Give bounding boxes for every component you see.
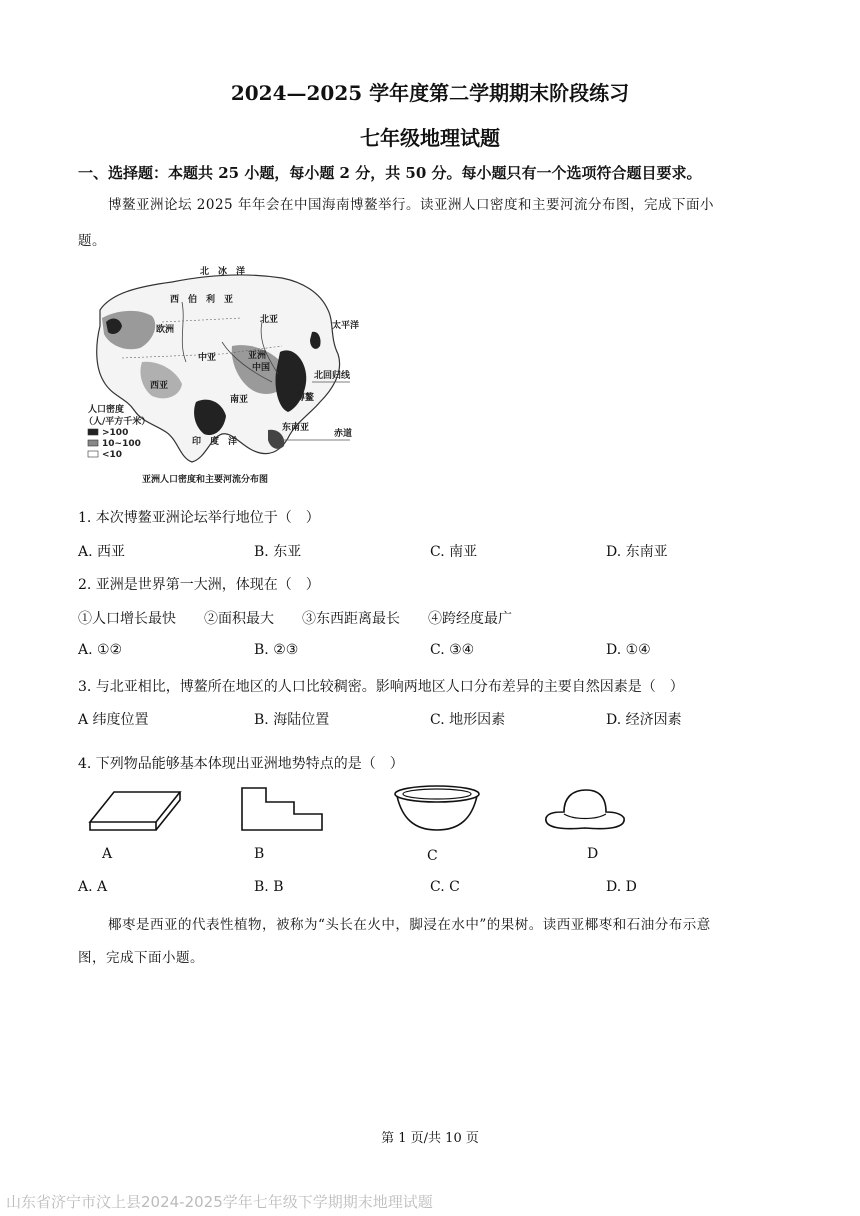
section-heading: 一、选择题：本题共 25 小题，每小题 2 分，共 50 分。每小题只有一个选项符合题目要求。 xyxy=(78,164,702,182)
map-label-west-asia: 西亚 xyxy=(150,381,169,391)
q4-figure-a-slab xyxy=(86,784,186,840)
map-label-asia: 亚洲 xyxy=(248,351,267,361)
q4-figure-label-b: B xyxy=(254,846,265,862)
map-label-europe: 欧洲 xyxy=(156,325,175,335)
q2-option-c[interactable]: C. ③④ xyxy=(430,642,475,658)
map-label-china: 中国 xyxy=(252,363,271,373)
watermark-text: 山东省济宁市汶上县2024-2025学年七年级下学期期末地理试题 xyxy=(6,1193,433,1211)
intro2-paragraph-line1: 椰枣是西亚的代表性植物，被称为“头长在火中，脚浸在水中”的果树。读西亚椰枣和石油分布示意 xyxy=(108,917,711,933)
map-label-pacific: 太平洋 xyxy=(332,321,360,331)
map-caption: 亚洲人口密度和主要河流分布图 xyxy=(142,475,269,485)
legend-swatch-low xyxy=(88,451,98,457)
legend-title: 人口密度 xyxy=(88,405,125,415)
q4-option-d[interactable]: D. D xyxy=(606,879,637,895)
q2-option-b[interactable]: B. ②③ xyxy=(254,642,299,658)
map-graphic xyxy=(82,262,360,490)
question-2-stem: 2. 亚洲是世界第一大洲，体现在（ ） xyxy=(78,577,320,593)
legend-unit: （人/平方千米） xyxy=(84,417,151,427)
map-label-arctic: 北 冰 洋 xyxy=(200,267,246,277)
map-label-equator: 赤道 xyxy=(334,429,353,439)
map-label-west-siberia: 西 伯 利 亚 xyxy=(170,295,234,305)
q4-figure-d-hat xyxy=(540,784,630,838)
q4-figure-label-d: D xyxy=(587,846,599,862)
map-label-indian-ocean: 印 度 洋 xyxy=(192,437,238,447)
q3-option-c[interactable]: C. 地形因素 xyxy=(430,712,506,728)
asia-population-map xyxy=(82,262,360,490)
page-title: 2024—2025 学年度第二学期期末阶段练习 xyxy=(230,81,630,105)
q3-option-a[interactable]: A 纬度位置 xyxy=(78,712,149,728)
map-label-tropic: 北回归线 xyxy=(314,371,351,381)
legend-item-medium: 10~100 xyxy=(102,439,141,449)
q1-option-b[interactable]: B. 东亚 xyxy=(254,544,302,560)
intro-paragraph-line2: 题。 xyxy=(78,233,106,249)
q4-option-a[interactable]: A. A xyxy=(78,879,108,895)
q4-figure-label-a: A xyxy=(102,846,113,862)
q4-figure-b-steps xyxy=(238,784,328,840)
legend-item-high: >100 xyxy=(102,428,129,438)
page-number: 第 1 页/共 10 页 xyxy=(381,1131,479,1146)
q2-option-a[interactable]: A. ①② xyxy=(78,642,123,658)
map-label-boao: 博鳌 xyxy=(296,393,315,403)
legend-swatch-medium xyxy=(88,440,98,446)
q4-option-b[interactable]: B. B xyxy=(254,879,284,895)
question-1-stem: 1. 本次博鳌亚洲论坛举行地位于（ ） xyxy=(78,510,320,526)
legend-item-low: <10 xyxy=(102,450,123,460)
q1-option-d[interactable]: D. 东南亚 xyxy=(606,544,668,560)
question-2-items: ①人口增长最快 ②面积最大 ③东西距离最长 ④跨经度最广 xyxy=(78,611,512,627)
legend-swatch-high xyxy=(88,429,98,435)
map-label-south-asia: 南亚 xyxy=(230,395,249,405)
map-label-southeast-asia: 东南亚 xyxy=(282,423,310,433)
map-label-central-asia: 中亚 xyxy=(198,353,217,363)
q3-option-b[interactable]: B. 海陆位置 xyxy=(254,712,330,728)
q4-option-c[interactable]: C. C xyxy=(430,879,460,895)
map-label-north-asia: 北亚 xyxy=(260,315,279,325)
intro2-paragraph-line2: 图，完成下面小题。 xyxy=(78,950,204,966)
question-3-stem: 3. 与北亚相比，博鳌所在地区的人口比较稠密。影响两地区人口分布差异的主要自然因素是（ ） xyxy=(78,679,684,695)
q3-option-d[interactable]: D. 经济因素 xyxy=(606,712,682,728)
intro-paragraph-line1: 博鳌亚洲论坛 2025 年年会在中国海南博鳌举行。读亚洲人口密度和主要河流分布图，完成下面小 xyxy=(108,197,714,213)
q1-option-a[interactable]: A. 西亚 xyxy=(78,544,126,560)
question-4-stem: 4. 下列物品能够基本体现出亚洲地势特点的是（ ） xyxy=(78,756,404,772)
q2-option-d[interactable]: D. ①④ xyxy=(606,642,651,658)
page-subtitle: 七年级地理试题 xyxy=(360,126,500,150)
q1-option-c[interactable]: C. 南亚 xyxy=(430,544,478,560)
q4-figure-c-bowl xyxy=(392,784,482,844)
q4-figure-label-c: C xyxy=(427,848,438,864)
